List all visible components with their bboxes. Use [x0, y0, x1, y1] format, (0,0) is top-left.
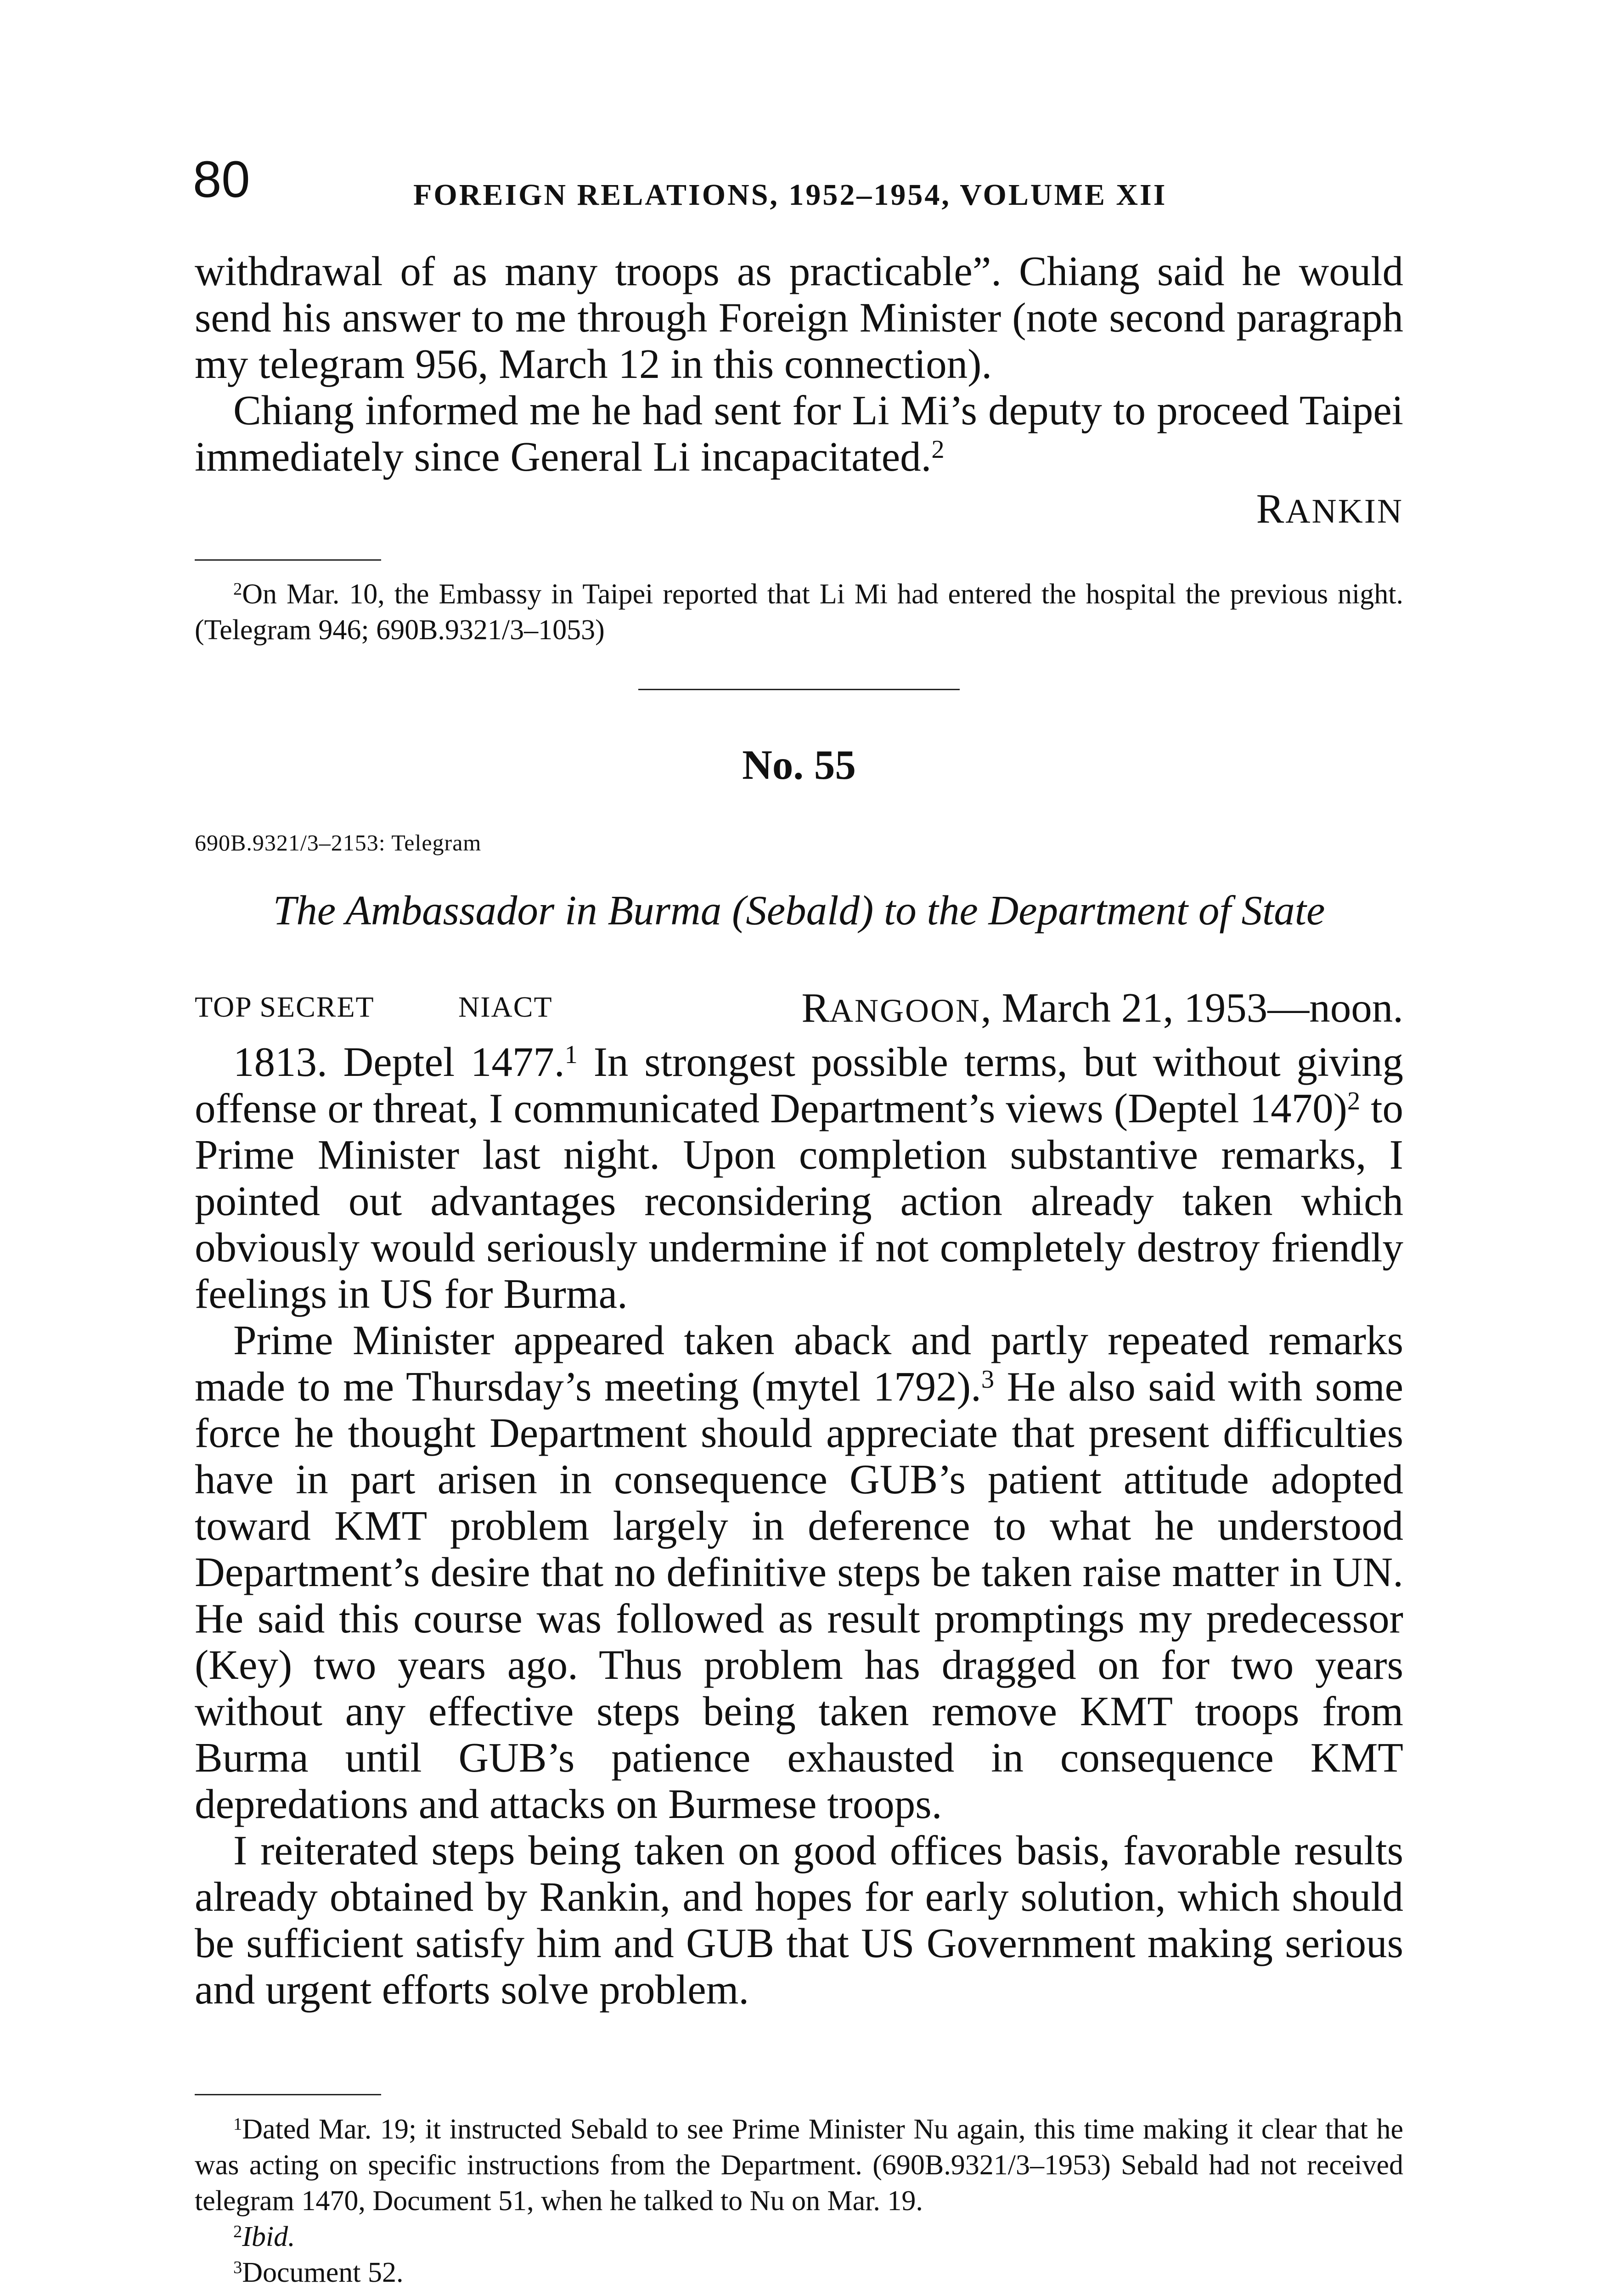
body-paragraph-1 [195, 1039, 1403, 1317]
file-reference: 690B.9321/3–2153: Telegram [195, 830, 482, 855]
footnote-block-bottom [195, 2111, 1403, 2290]
dateline [801, 984, 1403, 1032]
footnote-text: Dated Mar. 19; it instructed Sebald to see Prime Minister Nu again, this time making it clear that he was acting on specific instructions from the Department. (690B.9321/3–1953) Sebald had not received telegram 1470, Document 51, when he talked to Nu on Mar. 19. [195, 2114, 1403, 2217]
footnote-item [195, 2219, 1403, 2255]
continuation-paragraph-2 [195, 387, 1403, 480]
document-separator [638, 689, 960, 690]
document-number: No. 55 [742, 742, 856, 788]
continuation-text [195, 248, 1403, 480]
body-text-segment: to Prime Minister last night. Upon completion substantive remarks, I pointed out advantages reconsidering action already taken which obviously would seriously undermine if not completely destroy friendly feelings in US for Burma. [195, 1085, 1403, 1317]
running-title: FOREIGN RELATIONS, 1952–1954, VOLUME XII [413, 178, 1167, 212]
footnote-mark: 2 [233, 2222, 242, 2241]
place-initial: R [801, 985, 830, 1031]
page-number: 80 [193, 151, 250, 208]
continuation-paragraph-1: withdrawal of as many troops as practicable”. Chiang said he would send his answer to me through Foreign Minister (note second paragraph my telegram 956, March 12 in this connection). [195, 248, 1403, 387]
footnote-text: Ibid. [242, 2221, 295, 2252]
telegram-body [195, 1039, 1403, 2013]
footnote-mark: 2 [931, 435, 945, 464]
footnote-mark: 1 [564, 1040, 578, 1069]
signature-rest: ANKIN [1285, 492, 1403, 530]
classification: TOP SECRET [195, 990, 375, 1023]
footnote-mark: 3 [981, 1365, 995, 1394]
footnote-item [195, 2255, 1403, 2290]
body-text-segment: Prime Minister appeared taken aback and partly repeated remarks made to me Thursday’s meeting (mytel 1792). [195, 1317, 1403, 1410]
signature [195, 484, 1403, 533]
precedence: NIACT [458, 990, 553, 1023]
footnote-block-top [195, 576, 1403, 648]
body-text-segment: He also said with some force he thought Department should appreciate that present difficulties have in part arisen in consequence GUB’s patient attitude adopted toward KMT problem largely in deference to what he understood Department’s desire that no definitive steps be taken raise matter in UN. He said this course was followed as result promptings my predecessor (Key) two years ago. Thus problem has dragged on for two years without any effective steps being taken remove KMT troops from Burma until GUB’s patience exhausted in consequence KMT depredations and attacks on Burmese troops. [195, 1363, 1403, 1827]
footnote-mark: 3 [233, 2257, 242, 2277]
footnote-text: Document 52. [242, 2257, 404, 2288]
body-text-segment: 1813. Deptel 1477. [233, 1039, 565, 1085]
body-text-segment: In strongest possible terms, but without giving offense or threat, I communicated Department’s views (Deptel 1470) [195, 1039, 1403, 1131]
footnote-rule-top [195, 559, 381, 561]
footnote-item [195, 576, 1403, 648]
body-paragraph-3: I reiterated steps being taken on good offices basis, favorable results already obtained by Rankin, and hopes for early solution, which should be sufficient satisfy him and GUB that US Government making serious and urgent efforts solve problem. [195, 1827, 1403, 2013]
document-title: The Ambassador in Burma (Sebald) to the Department of State [273, 887, 1325, 934]
body-paragraph-2 [195, 1317, 1403, 1827]
continuation-paragraph-2-text: Chiang informed me he had sent for Li Mi’s deputy to proceed Taipei immediately since General Li incapacitated. [195, 387, 1403, 480]
place-rest: ANGOON [829, 992, 981, 1029]
signature-initial: R [1256, 485, 1286, 532]
footnote-text: On Mar. 10, the Embassy in Taipei reported that Li Mi had entered the hospital the previous night. (Telegram 946; 690B.9321/3–1053) [195, 579, 1403, 646]
footnote-mark: 1 [233, 2114, 242, 2134]
footnote-mark: 2 [233, 579, 242, 599]
footnote-item [195, 2111, 1403, 2219]
date-text: , March 21, 1953—noon. [981, 985, 1403, 1031]
footnote-mark: 2 [1347, 1086, 1361, 1115]
footnote-rule-bottom [195, 2094, 381, 2095]
